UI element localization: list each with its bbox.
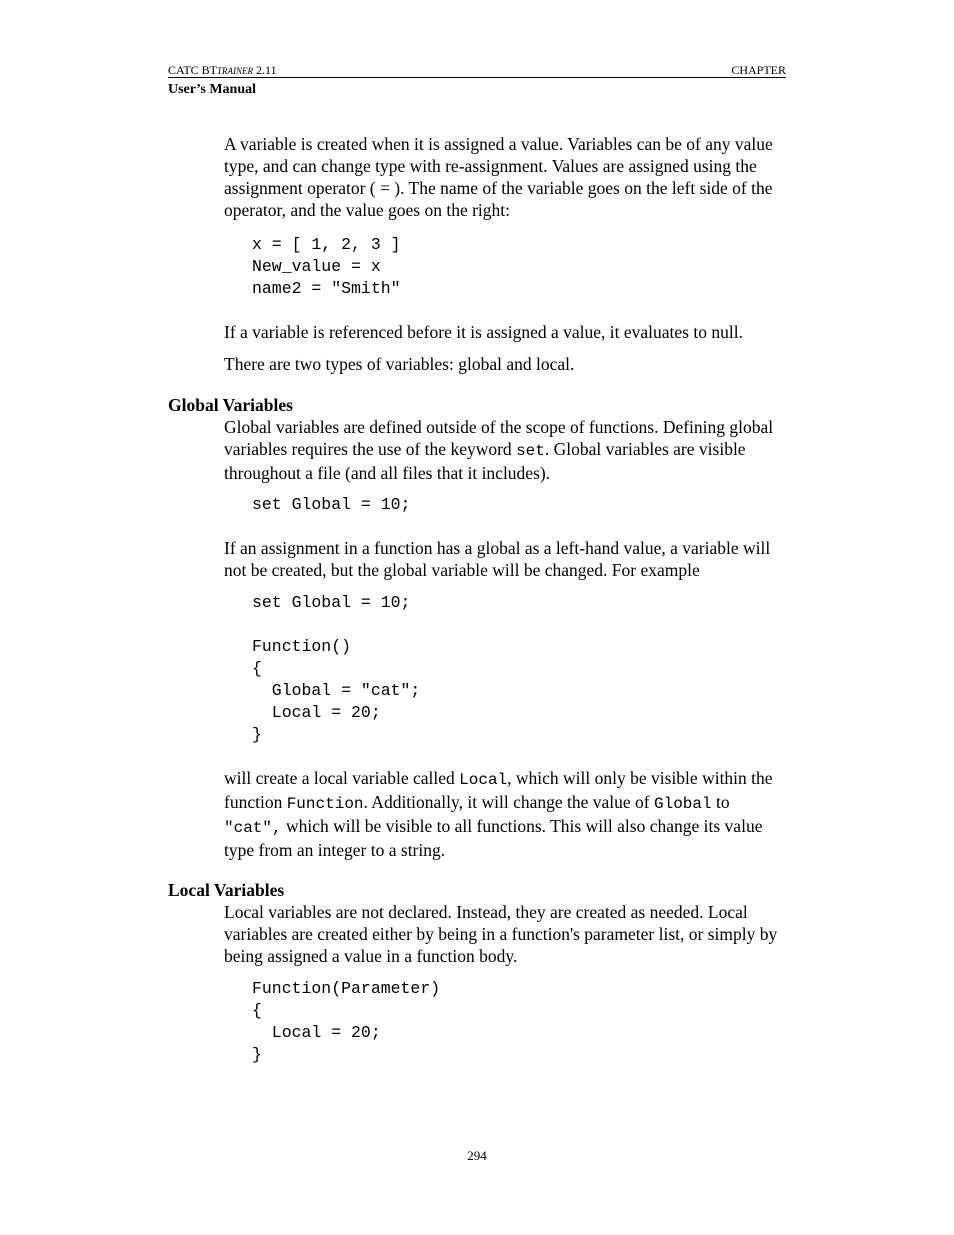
code-block-function-parameter: Function(Parameter) { Local = 20; } [252,979,441,1064]
inline-code-cat: "cat", [224,819,282,837]
product-small-caps: TRAINER [217,66,254,76]
header-rule [168,77,786,78]
running-header-left [168,63,277,99]
inline-code-local: Local [459,771,508,789]
inline-code-function: Function [286,795,364,813]
manual-title: User’s Manual [168,82,257,97]
global-paragraph-2: If an assignment in a function has a global as a left-hand value, a variable will not be created, but the global variable will be changed. For example [224,538,771,580]
inline-code-set: set [516,442,545,460]
product-prefix: CATC BT [168,63,218,77]
intro-paragraph-1: A variable is created when it is assigned a value. Variables can be of any value type, and can change type with re-assignment. Values are assigned using the assignment operator ( = ). The name of the variable goes on the left side of the operator, and the value goes on the right: [224,134,773,220]
global-paragraph-3: will create a local variable called Local, which will only be visible within the function Function. Additionally, it will change the value of Global to "cat", which will be visible to all functions. This will also change its value type from an integer to a string. [224,768,773,860]
product-version: 2.11 [253,63,277,77]
heading-global-variables: Global Variables [168,395,293,415]
intro-paragraph-3: There are two types of variables: global and local. [224,354,575,374]
global-paragraph-1: Global variables are defined outside of the scope of functions. Defining global variables requires the use of the keyword set. Global variables are visible throughout a file (and all files that it includes). [224,417,774,483]
heading-local-variables: Local Variables [168,880,285,900]
inline-code-global: Global [653,795,712,813]
code-block-set-global: set Global = 10; [252,495,411,514]
local-paragraph-1: Local variables are not declared. Instead, they are created as needed. Local variables are created either by being in a function's parameter list, or simply by being assigned a value in a function body. [224,902,778,966]
chapter-label: CHAPTER [731,63,786,77]
intro-paragraph-2: If a variable is referenced before it is assigned a value, it evaluates to null. [224,322,743,342]
code-block-assignment: x = [ 1, 2, 3 ] New_value = x name2 = "Smith" [252,235,401,298]
page-content [168,133,786,1066]
page-number: 294 [467,1148,487,1163]
code-block-function-example: set Global = 10; Function() { Global = "cat"; Local = 20; } [252,593,421,744]
